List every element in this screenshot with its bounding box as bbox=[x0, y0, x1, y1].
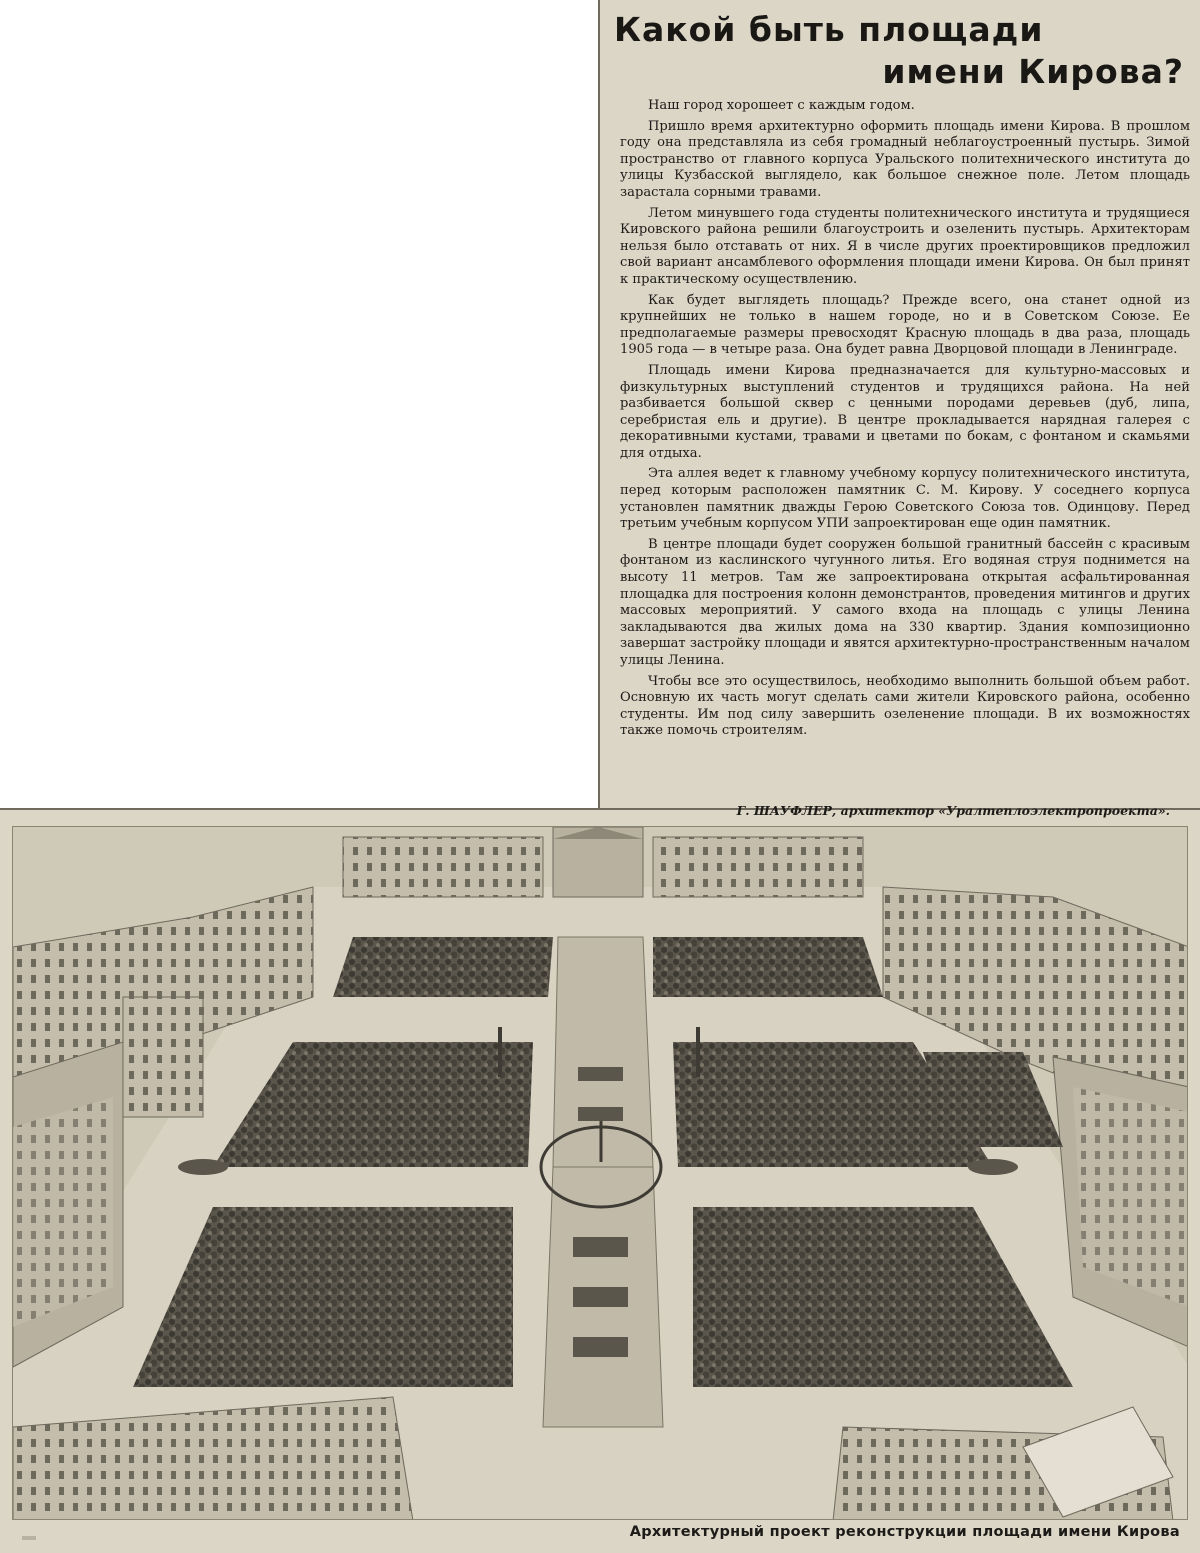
article-paragraph: Как будет выглядеть площадь? Прежде всего, она станет одной из крупнейших не только в нашем городе, но и в Советском Союзе. Ее предполагаемые размеры превосходят Красную площадь в два раза, площадь 1905 года — в четыре раза. Она будет равна Дворцовой площади в Ленинграде. bbox=[620, 292, 1190, 358]
article-body bbox=[620, 98, 1190, 788]
author-signature: Г. ШАУФЛЕР, архитектор «Уралтеплоэлектропроекта». bbox=[736, 803, 1170, 818]
square-illustration bbox=[12, 826, 1188, 1520]
article-paragraph: Эта аллея ведет к главному учебному корпусу политехнического института, перед которым расположен памятник С. М. Кирову. У соседнего корпуса установлен памятник дважды Герою Советского Союза тов. Одинцову. Перед третьим учебным корпусом УПИ запроектирован еще один памятник. bbox=[620, 466, 1190, 532]
central-alley bbox=[541, 937, 663, 1427]
page-mark bbox=[22, 1536, 36, 1540]
far-buildings bbox=[343, 827, 863, 897]
article-paragraph: Пришло время архитектурно оформить площадь имени Кирова. В прошлом году она представляла из себя громадный неблагоустроенный пустырь. Зимой пространство от главного корпуса Уральского политехнического института до улицы Кузбасской выглядело, как большое снежное поле. Летом площадь зарастала сорными травами. bbox=[620, 118, 1190, 200]
article-paragraph: Летом минувшего года студенты политехнического института и трудящиеся Кировского района решили благоустроить и озеленить пустырь. Архитекторам нельзя было отставать от них. Я в числе других проектировщиков предложил свой вариант ансамблевого оформления площади имени Кирова. Он был принят к практическому осуществлению. bbox=[620, 205, 1190, 287]
article-paragraph: Наш город хорошеет с каждым годом. bbox=[648, 98, 915, 113]
article-paragraph: Площадь имени Кирова предназначается для культурно-массовых и физкультурных выступлений студентов и трудящихся района. На ней разбивается большой сквер с ценными породами деревьев (дуб, липа, серебристая ель и другие). В центре прокладывается нарядная галерея с декоративными кустами, травами и цветами по бокам, с фонтаном и скамьями для отдыха. bbox=[620, 362, 1190, 461]
illustration-caption: Архитектурный проект реконструкции площади имени Кирова bbox=[629, 1524, 1180, 1540]
headline-line-2: имени Кирова? bbox=[882, 52, 1184, 91]
article-paragraph: В центре площади будет сооружен большой гранитный бассейн с красивым фонтаном из каслинского чугунного литья. Его водяная струя поднимется на высоту 11 метров. Там же запроектирована открытая асфальтированная площадка для построения колонн демонстрантов, проведения митингов и других массовых мероприятий. У самого входа на площадь с улицы Ленина закладываются два жилых дома на 330 квартир. Здания композиционно завершат застройку площади и явятся архитектурно-пространственным началом улицы Ленина. bbox=[620, 536, 1190, 668]
headline-line-1: Какой быть площади bbox=[614, 10, 1044, 49]
article-paragraph: Чтобы все это осуществилось, необходимо выполнить большой объем работ. Основную их часть могут сделать сами жители Кировского района, особенно студенты. Им под силу завершить озеленение площади. В их возможностях также помочь строителям. bbox=[620, 673, 1190, 739]
square-drawing bbox=[13, 827, 1188, 1520]
article-headline bbox=[612, 6, 1192, 102]
